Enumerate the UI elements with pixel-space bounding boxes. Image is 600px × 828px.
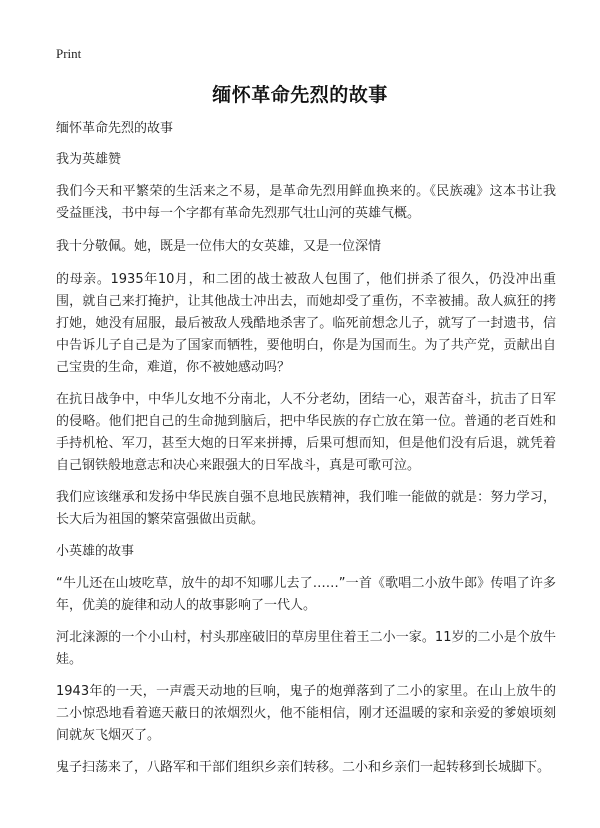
article-body <box>56 118 556 779</box>
paragraph: 鬼子扫荡来了，八路军和干部们组织乡亲们转移。二小和乡亲们一起转移到长城脚下。 <box>56 760 551 775</box>
page-title: 缅怀革命先烈的故事 <box>212 84 388 106</box>
print-link[interactable]: Print <box>56 46 82 61</box>
section-heading-little-hero: 小英雄的故事 <box>56 544 135 559</box>
paragraph: “牛儿还在山坡吃草，放牛的却不知哪儿去了……”一首《歌唱二小放牛郎》传唱了许多年，优美的旋律和动人的故事影响了一代人。 <box>56 576 556 613</box>
paragraph: 河北涞源的一个小山村，村头那座破旧的草房里住着王二小一家。11岁的二小是个放牛娃。 <box>56 630 556 667</box>
paragraph: 我十分敬佩。她，既是一位伟大的女英雄，又是一位深情 <box>56 239 382 254</box>
article-subtitle: 缅怀革命先烈的故事 <box>56 121 174 136</box>
paragraph: 我们应该继承和发扬中华民族自强不息地民族精神，我们唯一能做的就是：努力学习，长大后为祖国的繁荣富强做出贡献。 <box>56 490 556 527</box>
paragraph: 的母亲。1935年10月，和二团的战士被敌人包围了，他们拼杀了很久，仍没冲出重围，就自己来打掩护，让其他战士冲出去，而她却受了重伤，不幸被捕。敌人疯狂的拷打她，她没有屈服，最后被敌人残酷地杀害了。临死前想念儿子，就写了一封遗书，信中告诉儿子自己是为了国家而牺牲，要他明白，你是为国而生。为了共产党，贡献出自己宝贵的生命，难道，你不被她感动吗？ <box>56 272 556 375</box>
paragraph: 我们今天和平繁荣的生活来之不易，是革命先烈用鲜血换来的。《民族魂》这本书让我受益匪浅，书中每一个字都有革命先烈那气壮山河的英雄气概。 <box>56 184 556 221</box>
section-heading-hero-praise: 我为英雄赞 <box>56 152 122 167</box>
paragraph: 1943年的一天，一声震天动地的巨响，鬼子的炮弹落到了二小的家里。在山上放牛的二小惊恐地看着遮天蔽日的浓烟烈火，他不能相信，刚才还温暖的家和亲爱的爹娘顷刻间就灰飞烟灭了。 <box>56 684 556 743</box>
paragraph: 在抗日战争中，中华儿女地不分南北，人不分老幼，团结一心，艰苦奋斗，抗击了日军的侵略。他们把自己的生命抛到脑后，把中华民族的存亡放在第一位。普通的老百姓和手持机枪、军刀，甚至大炮的日军来拼搏，后果可想而知，但是他们没有后退，就凭着自己钢铁般地意志和决心来跟强大的日军战斗，真是可歌可泣。 <box>56 392 556 473</box>
